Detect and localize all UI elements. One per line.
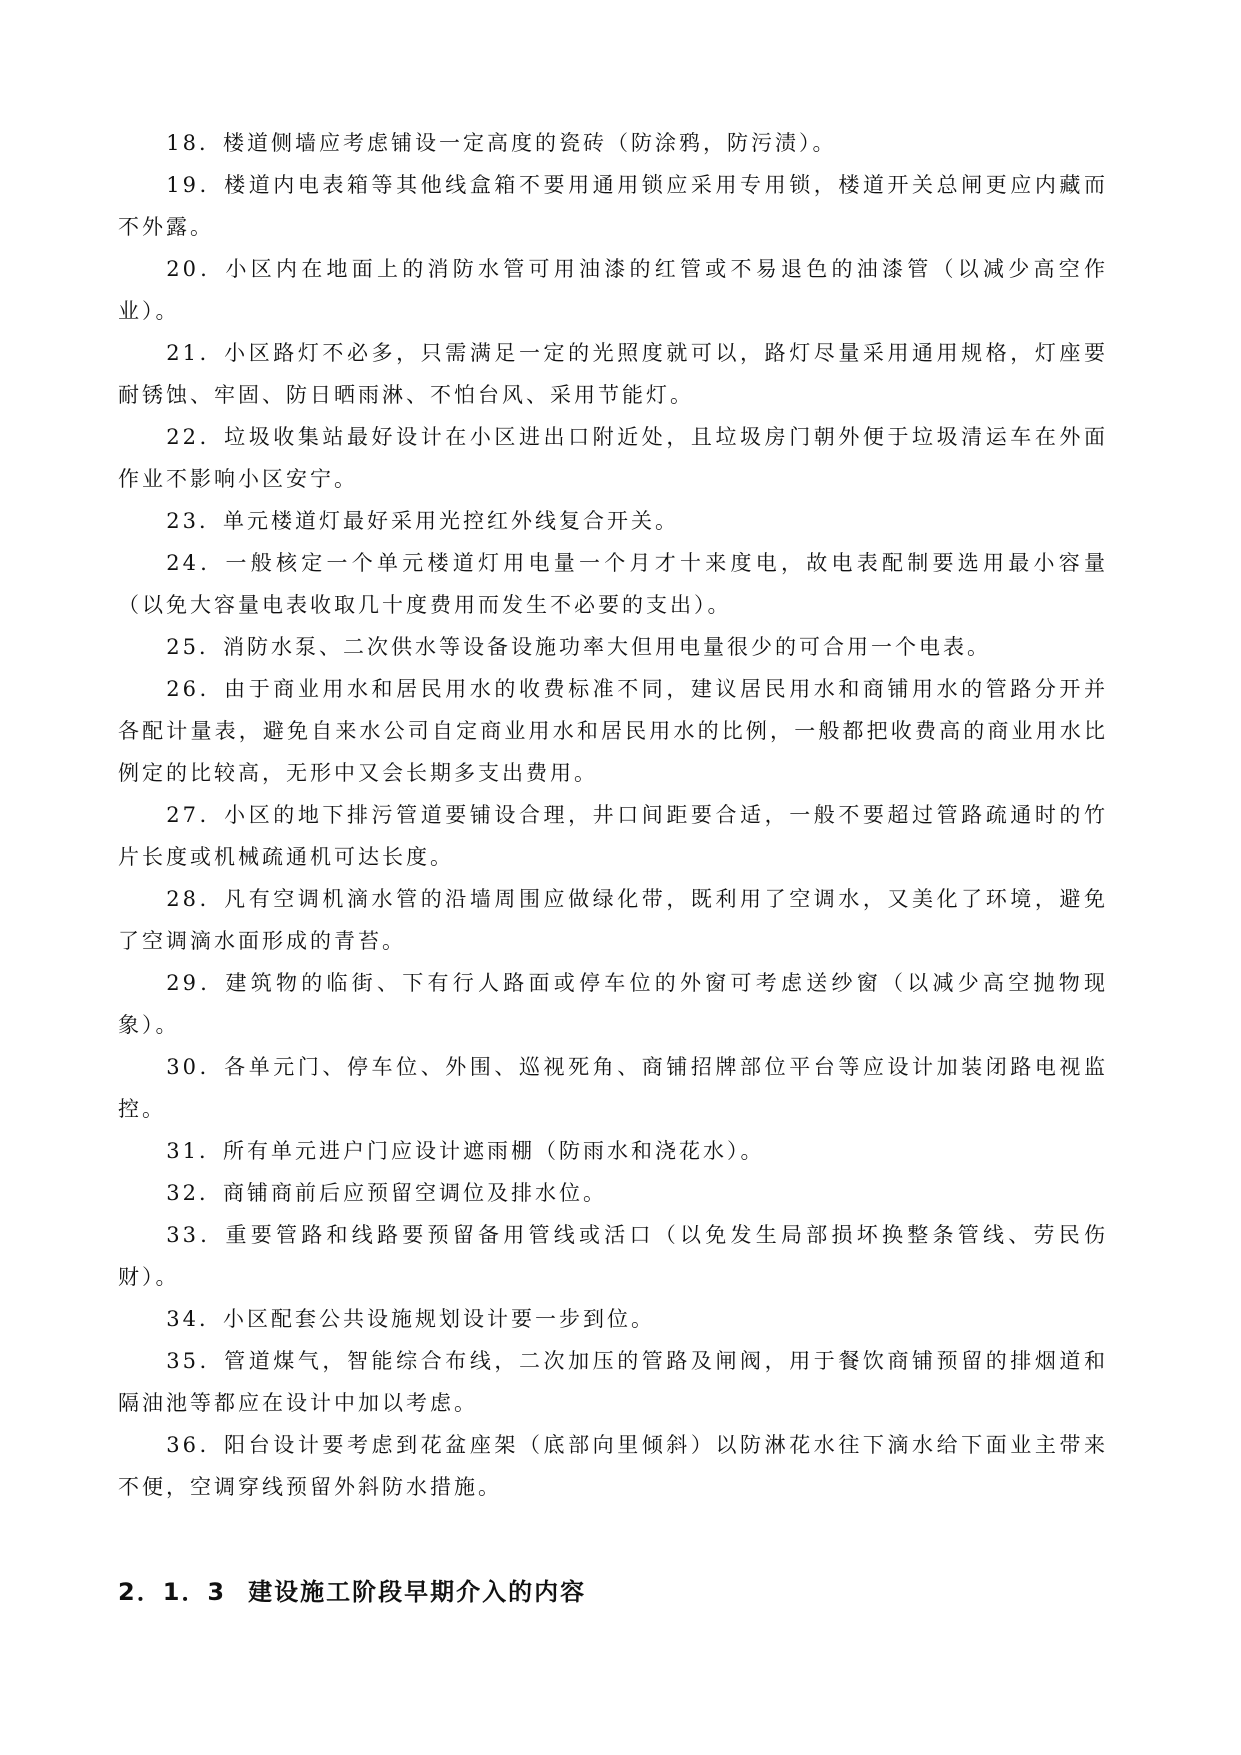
paragraph-item-28: 28．凡有空调机滴水管的沿墙周围应做绿化带，既利用了空调水，又美化了环境，避免了空调滴水面形成的青苔。 (118, 887, 1108, 953)
document-body (118, 122, 1108, 1508)
section-title: 建设施工阶段早期介入的内容 (248, 1578, 587, 1606)
paragraph-item-33: 33．重要管路和线路要预留备用管线或活口（以免发生局部损坏换整条管线、劳民伤财）。 (118, 1223, 1108, 1289)
paragraph-item-27: 27．小区的地下排污管道要铺设合理，井口间距要合适，一般不要超过管路疏通时的竹片长度或机械疏通机可达长度。 (118, 803, 1108, 869)
paragraph-item-19: 19．楼道内电表箱等其他线盒箱不要用通用锁应采用专用锁，楼道开关总闸更应内藏而不外露。 (118, 173, 1108, 239)
paragraph-item-29: 29．建筑物的临街、下有行人路面或停车位的外窗可考虑送纱窗（以减少高空抛物现象）。 (118, 971, 1108, 1037)
paragraph-item-18: 18．楼道侧墙应考虑铺设一定高度的瓷砖（防涂鸦，防污渍）。 (166, 131, 837, 155)
paragraph-item-30: 30．各单元门、停车位、外围、巡视死角、商铺招牌部位平台等应设计加装闭路电视监控。 (118, 1055, 1108, 1121)
paragraph-item-21: 21．小区路灯不必多，只需满足一定的光照度就可以，路灯尽量采用通用规格，灯座要耐锈蚀、牢固、防日晒雨淋、不怕台风、采用节能灯。 (118, 341, 1108, 407)
paragraph-item-32: 32．商铺商前后应预留空调位及排水位。 (166, 1181, 608, 1205)
section-number: 2．1．3 (118, 1578, 227, 1606)
paragraph-item-24: 24．一般核定一个单元楼道灯用电量一个月才十来度电，故电表配制要选用最小容量（以免大容量电表收取几十度费用而发生不必要的支出）。 (118, 551, 1108, 617)
paragraph-item-26: 26．由于商业用水和居民用水的收费标准不同，建议居民用水和商铺用水的管路分开并各配计量表，避免自来水公司自定商业用水和居民用水的比例，一般都把收费高的商业用水比例定的比较高，无形中又会长期多支出费用。 (118, 677, 1108, 785)
paragraph-item-20: 20．小区内在地面上的消防水管可用油漆的红管或不易退色的油漆管（以减少高空作业）。 (118, 257, 1108, 323)
section-heading (118, 1572, 586, 1607)
paragraph-item-36: 36．阳台设计要考虑到花盆座架（底部向里倾斜）以防淋花水往下滴水给下面业主带来不便，空调穿线预留外斜防水措施。 (118, 1433, 1108, 1499)
paragraph-item-34: 34．小区配套公共设施规划设计要一步到位。 (166, 1307, 656, 1331)
paragraph-item-25: 25．消防水泵、二次供水等设备设施功率大但用电量很少的可合用一个电表。 (166, 635, 992, 659)
paragraph-item-22: 22．垃圾收集站最好设计在小区进出口附近处，且垃圾房门朝外便于垃圾清运车在外面作业不影响小区安宁。 (118, 425, 1108, 491)
paragraph-item-23: 23．单元楼道灯最好采用光控红外线复合开关。 (166, 509, 680, 533)
paragraph-item-35: 35．管道煤气，智能综合布线，二次加压的管路及闸阀，用于餐饮商铺预留的排烟道和隔油池等都应在设计中加以考虑。 (118, 1349, 1108, 1415)
paragraph-item-31: 31．所有单元进户门应设计遮雨棚（防雨水和浇花水）。 (166, 1139, 765, 1163)
